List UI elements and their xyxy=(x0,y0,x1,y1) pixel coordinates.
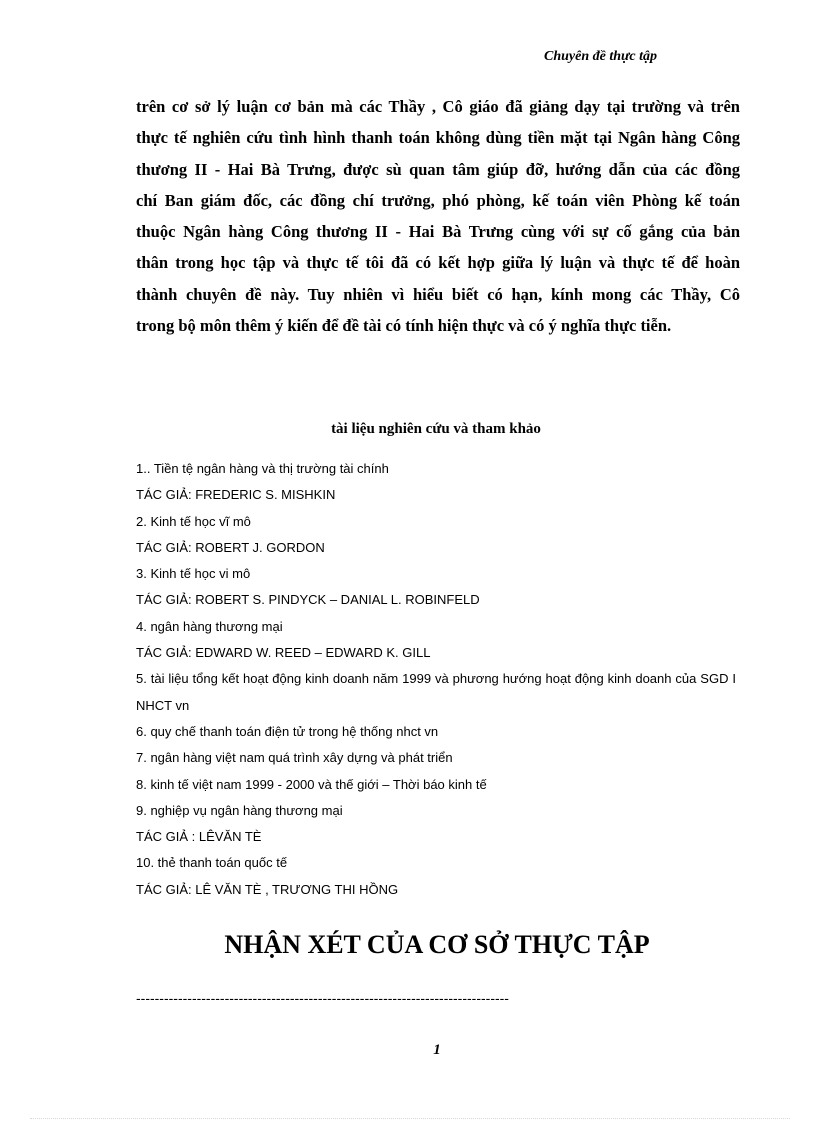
intro-line: thuộc Ngân hàng Công thương II - Hai Bà Trưng cùng với sự cố gắng của bản xyxy=(136,222,740,242)
reference-author: TÁC GIẢ : LÊVĂN TÈ xyxy=(136,829,262,845)
intro-line: chí Ban giám đốc, các đồng chí trưởng, phó phòng, kế toán viên Phòng kế toán xyxy=(136,190,740,210)
reference-item: 4. ngân hàng thương mại xyxy=(136,618,283,634)
reference-item: 7. ngân hàng việt nam quá trình xây dựng và phát triển xyxy=(136,750,453,766)
intro-paragraph xyxy=(136,91,740,341)
reference-item: 1.. Tiền tệ ngân hàng và thị trường tài chính xyxy=(136,461,389,476)
page-header-title: Chuyên đề thực tập xyxy=(543,49,657,64)
intro-line: thân trong học tập và thực tế tôi đã có kết hợp giữa lý luận và thực tế để hoàn xyxy=(136,253,740,273)
references-title: tài liệu nghiên cứu và tham khảo xyxy=(331,421,541,437)
reference-author: TÁC GIẢ: EDWARD W. REED – EDWARD K. GILL xyxy=(136,645,431,661)
reference-item: 10. thẻ thanh toán quốc tế xyxy=(136,855,288,871)
reference-author: TÁC GIẢ: LÊ VĂN TÈ , TRƯƠNG THI HỒNG xyxy=(136,881,399,897)
reference-author: TÁC GIẢ: FREDERIC S. MISHKIN xyxy=(136,487,336,503)
reference-author: TÁC GIẢ: ROBERT J. GORDON xyxy=(136,539,325,555)
page-number: 1 xyxy=(433,1042,441,1058)
reference-item: 5. tài liệu tổng kết hoạt động kinh doanh năm 1999 và phương hướng hoạt động kinh doanh của SGD I NHCT vn xyxy=(136,671,736,713)
intro-line: thương II - Hai Bà Trưng, được sù quan tâm giúp đỡ, hướng dẫn của các đồng xyxy=(136,159,740,179)
intro-line: trên cơ sở lý luận cơ bản mà các Thầy , Cô giáo đã giảng dạy tại trường và trên xyxy=(136,97,740,116)
reference-item: 3. Kinh tế học vi mô xyxy=(136,566,251,582)
reference-item: 2. Kinh tế học vĩ mô xyxy=(136,513,251,529)
reference-item: 9. nghiệp vụ ngân hàng thương mại xyxy=(136,802,343,818)
intro-line: thành chuyên đề này. Tuy nhiên vì hiểu biết có hạn, kính mong các Thầy, Cô xyxy=(136,284,740,304)
reference-item: 8. kinh tế việt nam 1999 - 2000 và thế giới – Thời báo kinh tế xyxy=(136,776,487,792)
section-title: NHẬN XÉT CỦA CƠ SỞ THỰC TẬP xyxy=(224,930,650,959)
references-list xyxy=(136,456,736,903)
reference-author: TÁC GIẢ: ROBERT S. PINDYCK – DANIAL L. ROBINFELD xyxy=(136,592,480,608)
intro-line: trong bộ môn thêm ý kiến để đề tài có tính hiện thực và có ý nghĩa thực tiễn. xyxy=(136,316,672,336)
reference-item: 6. quy chế thanh toán điện tử trong hệ thống nhct vn xyxy=(136,723,439,739)
dashed-line: -------------------------------------------------------------------------------- xyxy=(136,990,509,1006)
intro-line: thực tế nghiên cứu tình hình thanh toán không dùng tiền mặt tại Ngân hàng Công xyxy=(136,128,740,148)
page-bottom-divider xyxy=(30,1118,790,1119)
